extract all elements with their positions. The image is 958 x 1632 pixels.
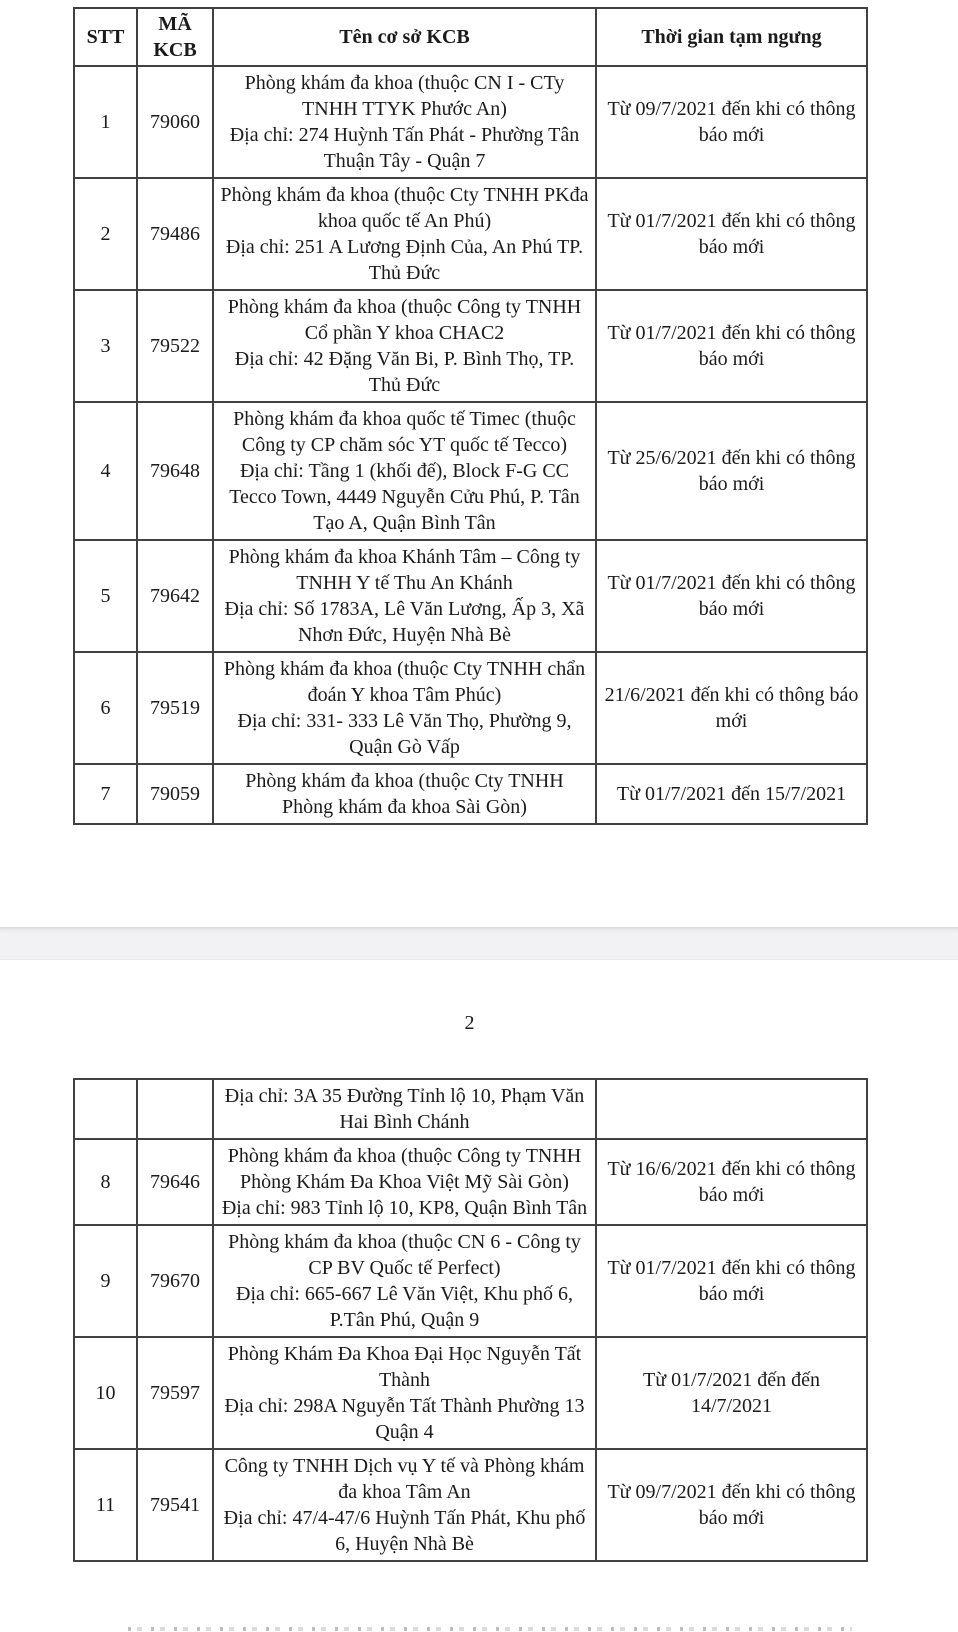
code-cell: 79670	[137, 1225, 213, 1337]
facility-address: Địa chỉ: 251 A Lương Định Của, An Phú TP. Thủ Đức	[225, 236, 584, 284]
facility-address: Địa chỉ: 665-667 Lê Văn Việt, Khu phố 6, P.Tân Phú, Quận 9	[236, 1283, 573, 1331]
time-cell: Từ 01/7/2021 đến 15/7/2021	[596, 764, 867, 824]
stt-cell: 1	[74, 66, 137, 178]
facility-name: Phòng khám đa khoa (thuộc Cty TNHH chẩn đoán Y khoa Tâm Phúc)	[223, 658, 586, 706]
facility-name: Phòng khám đa khoa (thuộc Cty TNHH PKđa khoa quốc tế An Phú)	[220, 184, 589, 232]
table-row	[74, 1139, 867, 1225]
facility-name: Phòng khám đa khoa (thuộc CN 6 - Công ty CP BV Quốc tế Perfect)	[228, 1231, 581, 1279]
stt-cell: 8	[74, 1139, 137, 1225]
stt-cell: 11	[74, 1449, 137, 1561]
name-cell	[213, 540, 596, 652]
time-cell	[596, 1079, 867, 1139]
facility-address: Địa chỉ: 274 Huỳnh Tấn Phát - Phường Tân Thuận Tây - Quận 7	[229, 124, 580, 172]
time-cell: Từ 01/7/2021 đến khi có thông báo mới	[596, 540, 867, 652]
code-cell: 79642	[137, 540, 213, 652]
name-cell	[213, 1337, 596, 1449]
header-suspension-time: Thời gian tạm ngưng	[596, 8, 867, 66]
code-cell: 79486	[137, 178, 213, 290]
name-cell	[213, 402, 596, 540]
name-cell	[213, 290, 596, 402]
stt-cell: 9	[74, 1225, 137, 1337]
facility-address: Địa chỉ: Tầng 1 (khối đế), Block F-G CC Tecco Town, 4449 Nguyễn Cửu Phú, P. Tân Tạo A, Quận Bình Tân	[229, 460, 580, 534]
code-cell: 79519	[137, 652, 213, 764]
stt-cell: 5	[74, 540, 137, 652]
name-cell	[213, 178, 596, 290]
table-row	[74, 764, 867, 824]
facility-name: Phòng khám đa khoa (thuộc Cty TNHH Phòng khám đa khoa Sài Gòn)	[245, 770, 564, 818]
table-row	[74, 1225, 867, 1337]
time-cell: Từ 01/7/2021 đến đến 14/7/2021	[596, 1337, 867, 1449]
name-cell	[213, 652, 596, 764]
name-cell	[213, 1079, 596, 1139]
facility-address: Địa chỉ: 331- 333 Lê Văn Thọ, Phường 9, Quận Gò Vấp	[237, 710, 572, 758]
time-cell: Từ 25/6/2021 đến khi có thông báo mới	[596, 402, 867, 540]
facility-address: Địa chỉ: 983 Tỉnh lộ 10, KP8, Quận Bình Tân	[221, 1197, 588, 1219]
code-cell: 79648	[137, 402, 213, 540]
table-row	[74, 1337, 867, 1449]
stt-cell: 6	[74, 652, 137, 764]
code-cell: 79522	[137, 290, 213, 402]
time-cell: Từ 16/6/2021 đến khi có thông báo mới	[596, 1139, 867, 1225]
code-cell: 79597	[137, 1337, 213, 1449]
facility-address: Địa chỉ: Số 1783A, Lê Văn Lương, Ấp 3, Xã Nhơn Đức, Huyện Nhà Bè	[224, 598, 585, 646]
page-number: 2	[464, 1012, 475, 1034]
code-cell: 79646	[137, 1139, 213, 1225]
time-cell: Từ 01/7/2021 đến khi có thông báo mới	[596, 1225, 867, 1337]
header-facility-name: Tên cơ sở KCB	[213, 8, 596, 66]
time-cell: Từ 09/7/2021 đến khi có thông báo mới	[596, 66, 867, 178]
cutoff-text-line	[128, 1627, 852, 1631]
stt-cell: 2	[74, 178, 137, 290]
facility-name: Công ty TNHH Dịch vụ Y tế và Phòng khám đa khoa Tâm An	[224, 1455, 585, 1503]
facility-name: Phòng khám đa khoa (thuộc CN I - CTy TNHH TTYK Phước An)	[244, 72, 565, 120]
time-cell: Từ 01/7/2021 đến khi có thông báo mới	[596, 178, 867, 290]
table-row	[74, 1449, 867, 1561]
facility-name: Phòng khám đa khoa quốc tế Timec (thuộc Công ty CP chăm sóc YT quốc tế Tecco)	[233, 408, 576, 456]
name-cell	[213, 66, 596, 178]
table-row	[74, 652, 867, 764]
time-cell: Từ 09/7/2021 đến khi có thông báo mới	[596, 1449, 867, 1561]
facility-address: Địa chỉ: 47/4-47/6 Huỳnh Tấn Phát, Khu phố 6, Huyện Nhà Bè	[223, 1507, 586, 1555]
table-header-row	[74, 8, 867, 66]
time-cell: Từ 01/7/2021 đến khi có thông báo mới	[596, 290, 867, 402]
time-cell: 21/6/2021 đến khi có thông báo mới	[596, 652, 867, 764]
code-cell: 79060	[137, 66, 213, 178]
facility-name: Phòng khám đa khoa (thuộc Công ty TNHH Cổ phần Y khoa CHAC2	[227, 296, 582, 344]
stt-cell: 4	[74, 402, 137, 540]
code-cell	[137, 1079, 213, 1139]
facility-name: Phòng khám đa khoa (thuộc Công ty TNHH Phòng Khám Đa Khoa Việt Mỹ Sài Gòn)	[227, 1145, 582, 1193]
name-cell	[213, 764, 596, 824]
facility-table-page2	[73, 1078, 868, 1562]
stt-cell: 10	[74, 1337, 137, 1449]
facility-address: Địa chỉ: 42 Đặng Văn Bi, P. Bình Thọ, TP. Thủ Đức	[234, 348, 575, 396]
page-separator	[0, 927, 958, 960]
code-cell: 79059	[137, 764, 213, 824]
facility-address: Địa chỉ: 3A 35 Đường Tỉnh lộ 10, Phạm Văn Hai Bình Chánh	[224, 1085, 585, 1133]
code-cell: 79541	[137, 1449, 213, 1561]
header-stt: STT	[74, 8, 137, 66]
table-row	[74, 402, 867, 540]
header-code: MÃ KCB	[137, 8, 213, 66]
stt-cell: 3	[74, 290, 137, 402]
table-row	[74, 66, 867, 178]
table-row	[74, 290, 867, 402]
name-cell	[213, 1139, 596, 1225]
facility-address: Địa chỉ: 298A Nguyễn Tất Thành Phường 13 Quận 4	[224, 1395, 585, 1443]
stt-cell	[74, 1079, 137, 1139]
table-row	[74, 178, 867, 290]
name-cell	[213, 1449, 596, 1561]
table-row-continuation	[74, 1079, 867, 1139]
facility-name: Phòng Khám Đa Khoa Đại Học Nguyễn Tất Thành	[227, 1343, 582, 1391]
name-cell	[213, 1225, 596, 1337]
facility-name: Phòng khám đa khoa Khánh Tâm – Công ty TNHH Y tế Thu An Khánh	[228, 546, 581, 594]
stt-cell: 7	[74, 764, 137, 824]
facility-table-page1	[73, 7, 868, 825]
table-row	[74, 540, 867, 652]
